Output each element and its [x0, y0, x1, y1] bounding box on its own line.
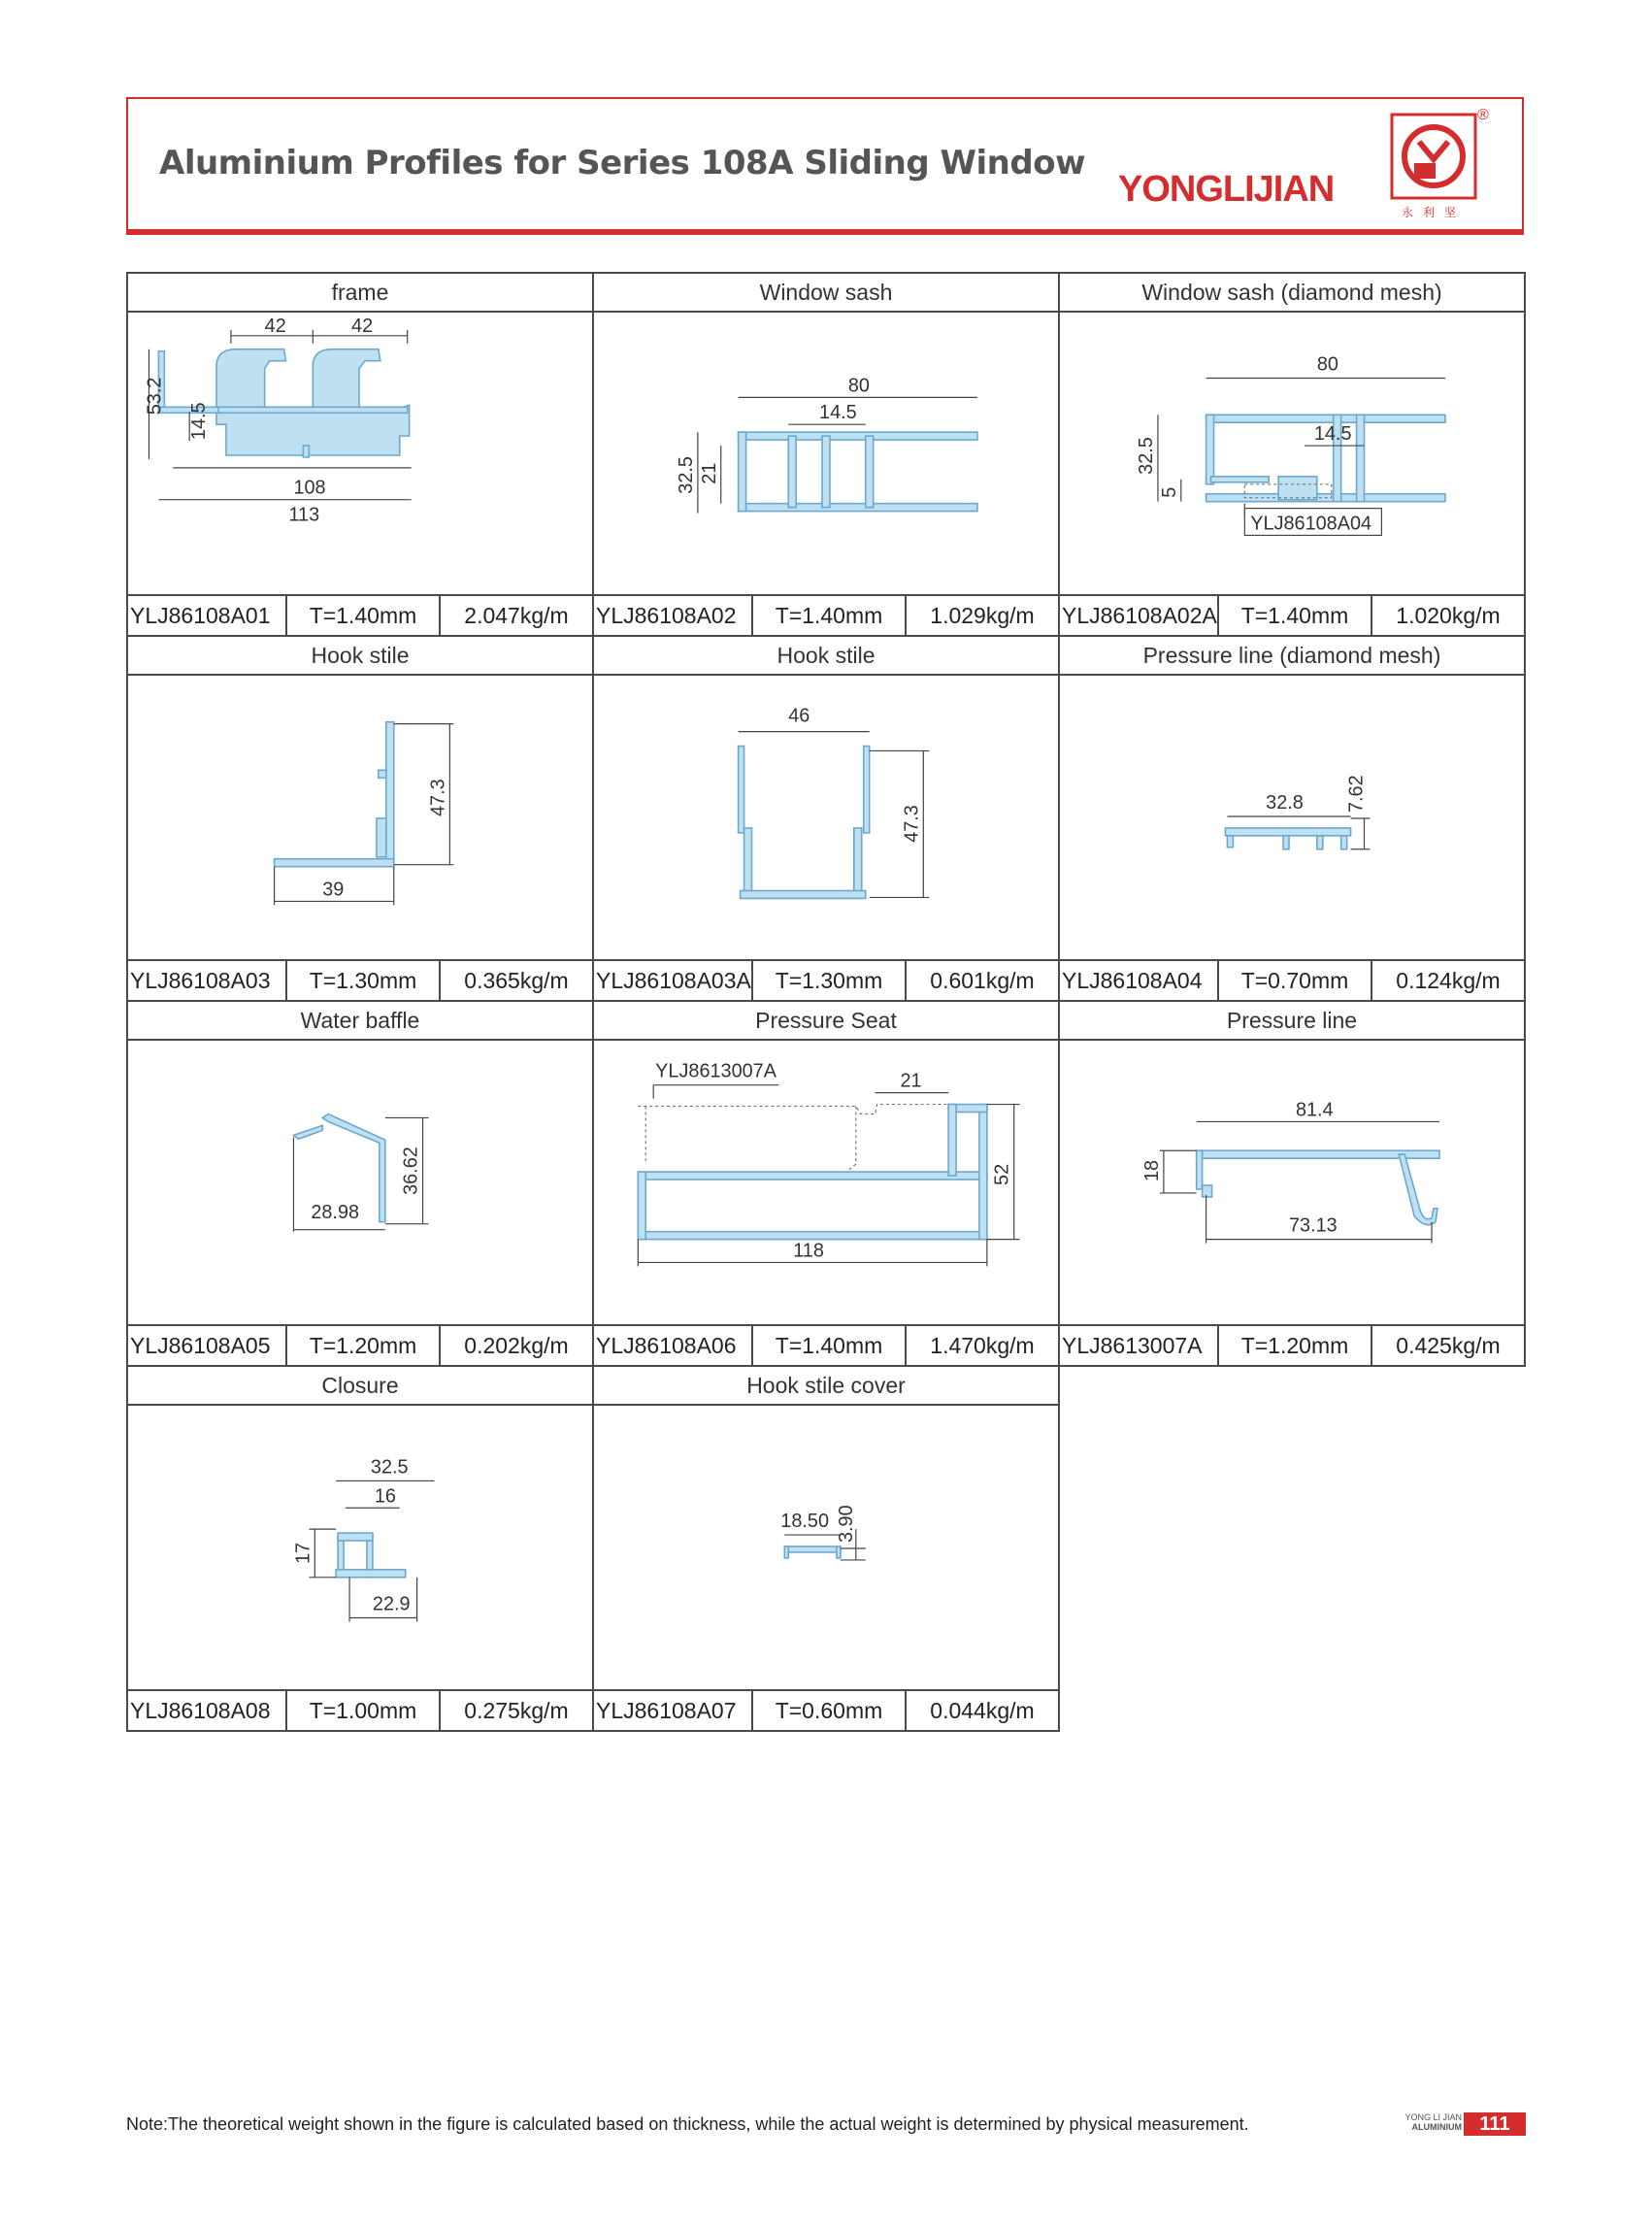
- profile-code: YLJ86108A01: [128, 596, 287, 635]
- profile-cell: [126, 1365, 594, 1732]
- profile-name: Closure: [128, 1367, 592, 1406]
- profile-name: Window sash: [594, 274, 1058, 313]
- profile-code: YLJ86108A02A: [1060, 596, 1219, 635]
- dimension-label: 47.3: [427, 779, 449, 817]
- profile-code: YLJ86108A02: [594, 596, 753, 635]
- profile-weight: 0.275kg/m: [464, 1697, 569, 1723]
- dimension-label: 32.5: [1135, 437, 1157, 475]
- dimension-label: 5: [1158, 486, 1180, 498]
- profile-name: Pressure line (diamond mesh): [1060, 637, 1524, 676]
- profile-code: YLJ86108A04: [1060, 961, 1219, 1000]
- dimension-label: 118: [793, 1240, 824, 1262]
- profile-specs: [128, 959, 592, 1000]
- profile-cell: [1058, 635, 1526, 1002]
- profile-thickness: T=1.40mm: [1219, 596, 1372, 635]
- profile-specs: [594, 959, 1058, 1000]
- profile-weight: 0.601kg/m: [930, 967, 1035, 993]
- profile-name: Hook stile: [128, 637, 592, 676]
- dimension-label: 7.62: [1345, 775, 1368, 814]
- profile-code: YLJ86108A08: [128, 1691, 287, 1730]
- profile-cell: [592, 1365, 1060, 1732]
- profile-drawing: [128, 674, 592, 961]
- profile-cell: [592, 1000, 1060, 1367]
- dimension-label: 21: [698, 462, 720, 484]
- profile-specs: [594, 1324, 1058, 1365]
- profile-weight: 2.047kg/m: [464, 602, 569, 628]
- profile-specs: [128, 1324, 592, 1365]
- profile-thickness: T=1.30mm: [287, 961, 441, 1000]
- profile-drawing: [1060, 674, 1524, 961]
- profile-drawing: [1060, 311, 1524, 596]
- profile-drawing: [128, 1404, 592, 1691]
- profile-code: YLJ86108A07: [594, 1691, 753, 1730]
- reference-code: YLJ86108A04: [1250, 513, 1372, 535]
- dimension-label: 42: [351, 315, 374, 337]
- dimension-label: 32.5: [370, 1456, 409, 1479]
- profile-weight: 0.365kg/m: [464, 967, 569, 993]
- profile-drawing: [128, 311, 592, 596]
- dimension-label: 53.2: [144, 377, 166, 415]
- profile-thickness: T=0.70mm: [1219, 961, 1372, 1000]
- profile-cell: [126, 1000, 594, 1367]
- profile-thickness: T=1.20mm: [287, 1326, 441, 1365]
- brand-logo-icon: [1390, 113, 1477, 200]
- profile-drawing: [594, 311, 1058, 596]
- profile-code: YLJ86108A03A: [594, 961, 753, 1000]
- profile-drawing: [594, 674, 1058, 961]
- dimension-label: 52: [991, 1163, 1013, 1185]
- dimension-label: 18.50: [780, 1511, 830, 1533]
- profile-name: Water baffle: [128, 1002, 592, 1041]
- dimension-label: 14.5: [188, 402, 211, 441]
- profile-code: YLJ86108A05: [128, 1326, 287, 1365]
- profile-cell: [592, 272, 1060, 637]
- profile-name: Pressure line: [1060, 1002, 1524, 1041]
- dimension-label: 32.8: [1266, 792, 1304, 814]
- profile-cell: [126, 635, 594, 1002]
- dimension-label: 80: [847, 375, 870, 397]
- profile-drawing: [1060, 1039, 1524, 1326]
- profile-name: Hook stile: [594, 637, 1058, 676]
- brand-chinese-name: 永利坚: [1401, 206, 1466, 219]
- dimension-label: 42: [264, 315, 286, 337]
- profile-specs: [594, 1689, 1058, 1730]
- profile-thickness: T=1.00mm: [287, 1691, 441, 1730]
- reference-code: YLJ8613007A: [655, 1060, 776, 1082]
- footer-brand: [1394, 2112, 1462, 2132]
- dimension-label: 28.98: [311, 1201, 360, 1223]
- profile-thickness: T=1.30mm: [753, 961, 907, 1000]
- dimension-label: 39: [322, 879, 345, 901]
- dimension-label: 17: [292, 1542, 314, 1564]
- dimension-label: 14.5: [1313, 423, 1352, 446]
- profile-cell: [126, 272, 594, 637]
- profile-thickness: T=0.60mm: [753, 1691, 907, 1730]
- page-header: [126, 97, 1524, 235]
- profile-thickness: T=1.40mm: [287, 596, 441, 635]
- dimension-label: 14.5: [819, 402, 857, 424]
- dimension-label: 3.90: [835, 1505, 857, 1544]
- profile-weight: 0.425kg/m: [1396, 1332, 1501, 1358]
- profile-drawing: [128, 1039, 592, 1326]
- profile-specs: [594, 594, 1058, 635]
- profile-specs: [1060, 594, 1524, 635]
- dimension-label: 81.4: [1295, 1099, 1334, 1121]
- profile-weight: 1.029kg/m: [930, 602, 1035, 628]
- profile-drawing: [594, 1404, 1058, 1691]
- profile-weight: 0.044kg/m: [930, 1697, 1035, 1723]
- profile-weight: 1.470kg/m: [930, 1332, 1035, 1358]
- profile-weight: 0.202kg/m: [464, 1332, 569, 1358]
- profile-specs: [128, 1689, 592, 1730]
- brand-name: YONGLIJIAN: [1118, 169, 1335, 210]
- profile-code: YLJ86108A03: [128, 961, 287, 1000]
- footer-brand-line: ALUMINIUM: [1411, 2122, 1462, 2132]
- profile-weight: 1.020kg/m: [1396, 602, 1501, 628]
- profile-specs: [128, 594, 592, 635]
- dimension-label: 22.9: [372, 1593, 411, 1615]
- profile-name: Pressure Seat: [594, 1002, 1058, 1041]
- registered-mark: ®: [1477, 107, 1489, 123]
- dimension-label: 47.3: [901, 805, 923, 843]
- profile-code: YLJ86108A06: [594, 1326, 753, 1365]
- dimension-label: 16: [374, 1485, 396, 1508]
- profile-thickness: T=1.20mm: [1219, 1326, 1372, 1365]
- profile-specs: [1060, 959, 1524, 1000]
- profile-code: YLJ8613007A: [1060, 1326, 1219, 1365]
- footer-brand-line: YONG LI JIAN: [1404, 2112, 1462, 2122]
- dimension-label: 18: [1140, 1159, 1163, 1182]
- profile-cell: [1058, 272, 1526, 637]
- page-number: 111: [1464, 2112, 1526, 2136]
- profile-cell: [1058, 1000, 1526, 1367]
- dimension-label: 32.5: [675, 456, 697, 494]
- profile-weight: 0.124kg/m: [1396, 967, 1501, 993]
- profile-name: frame: [128, 274, 592, 313]
- profile-name: Hook stile cover: [594, 1367, 1058, 1406]
- profile-cell: [592, 635, 1060, 1002]
- profile-name: Window sash (diamond mesh): [1060, 274, 1524, 313]
- dimension-label: 46: [788, 705, 810, 727]
- dimension-label: 36.62: [400, 1147, 422, 1195]
- profile-specs: [1060, 1324, 1524, 1365]
- dimension-label: 80: [1316, 353, 1338, 376]
- page-title: Aluminium Profiles for Series 108A Sliding Window: [159, 144, 1085, 183]
- profile-thickness: T=1.40mm: [753, 1326, 907, 1365]
- dimension-label: 73.13: [1289, 1214, 1338, 1237]
- dimension-label: 113: [288, 504, 320, 526]
- profile-thickness: T=1.40mm: [753, 596, 907, 635]
- dimension-label: 108: [293, 477, 326, 499]
- profile-drawing: [594, 1039, 1058, 1326]
- dimension-label: 21: [900, 1070, 922, 1092]
- footnote: Note:The theoretical weight shown in the figure is calculated based on thickness, while the actual weight is determined by physical measurement.: [126, 2114, 1249, 2134]
